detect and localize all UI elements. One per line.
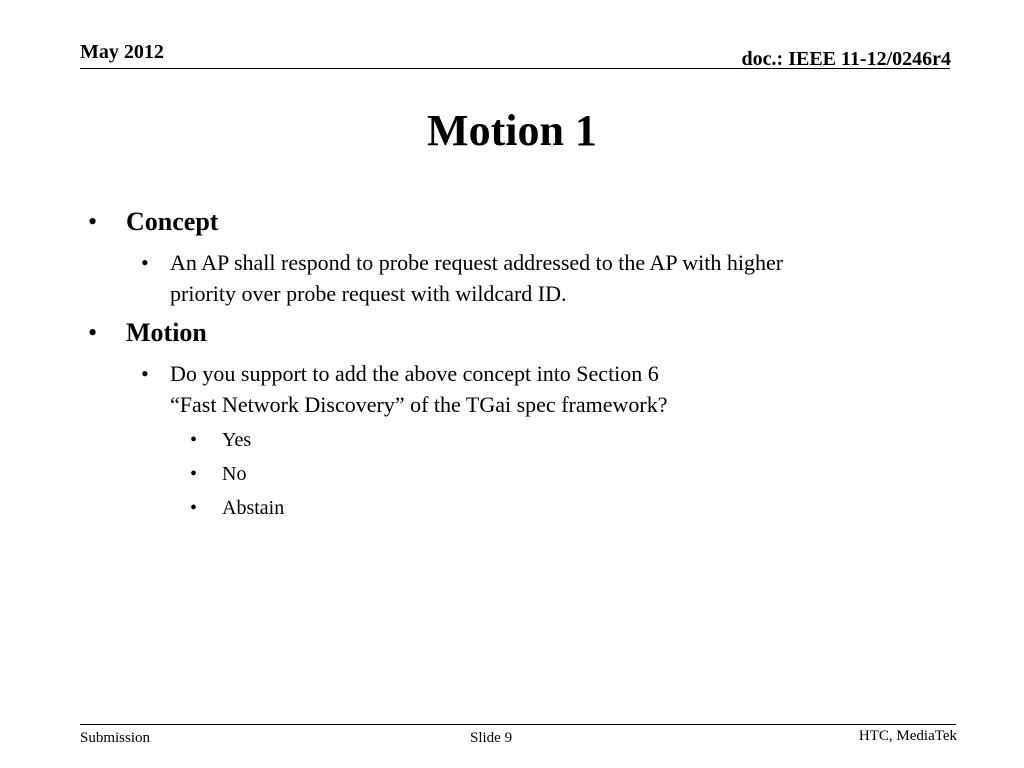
header-doc-id: doc.: IEEE 11-12/0246r4 [741, 48, 951, 70]
slide-title: Motion 1 [427, 106, 597, 155]
motion-heading: Motion [126, 318, 207, 347]
bullet-marker: • [141, 250, 149, 275]
header-date: May 2012 [80, 41, 164, 63]
bullet-marker: • [141, 361, 149, 386]
footer-authors: HTC, MediaTek [858, 728, 957, 744]
option-label: Yes [222, 429, 252, 451]
footer-divider [80, 724, 956, 725]
bullet-marker: • [190, 463, 198, 485]
motion-text-line1: Do you support to add the above concept into Section 6 [170, 361, 659, 386]
footer-submission: Submission [80, 730, 151, 746]
bullet-marker: • [88, 318, 98, 347]
concept-heading: Concept [126, 207, 219, 236]
concept-text-line1: An AP shall respond to probe request addressed to the AP with higher [170, 250, 784, 275]
option-label: No [222, 463, 247, 485]
option-label: Abstain [222, 497, 285, 519]
bullet-marker: • [190, 429, 198, 451]
bullet-marker: • [190, 497, 198, 519]
footer-slide-number: Slide 9 [470, 730, 513, 746]
header-divider [80, 68, 950, 69]
bullet-marker: • [88, 207, 98, 236]
concept-text-line2: priority over probe request with wildcard ID. [170, 281, 567, 306]
motion-text-line2: “Fast Network Discovery” of the TGai spec framework? [170, 392, 668, 417]
